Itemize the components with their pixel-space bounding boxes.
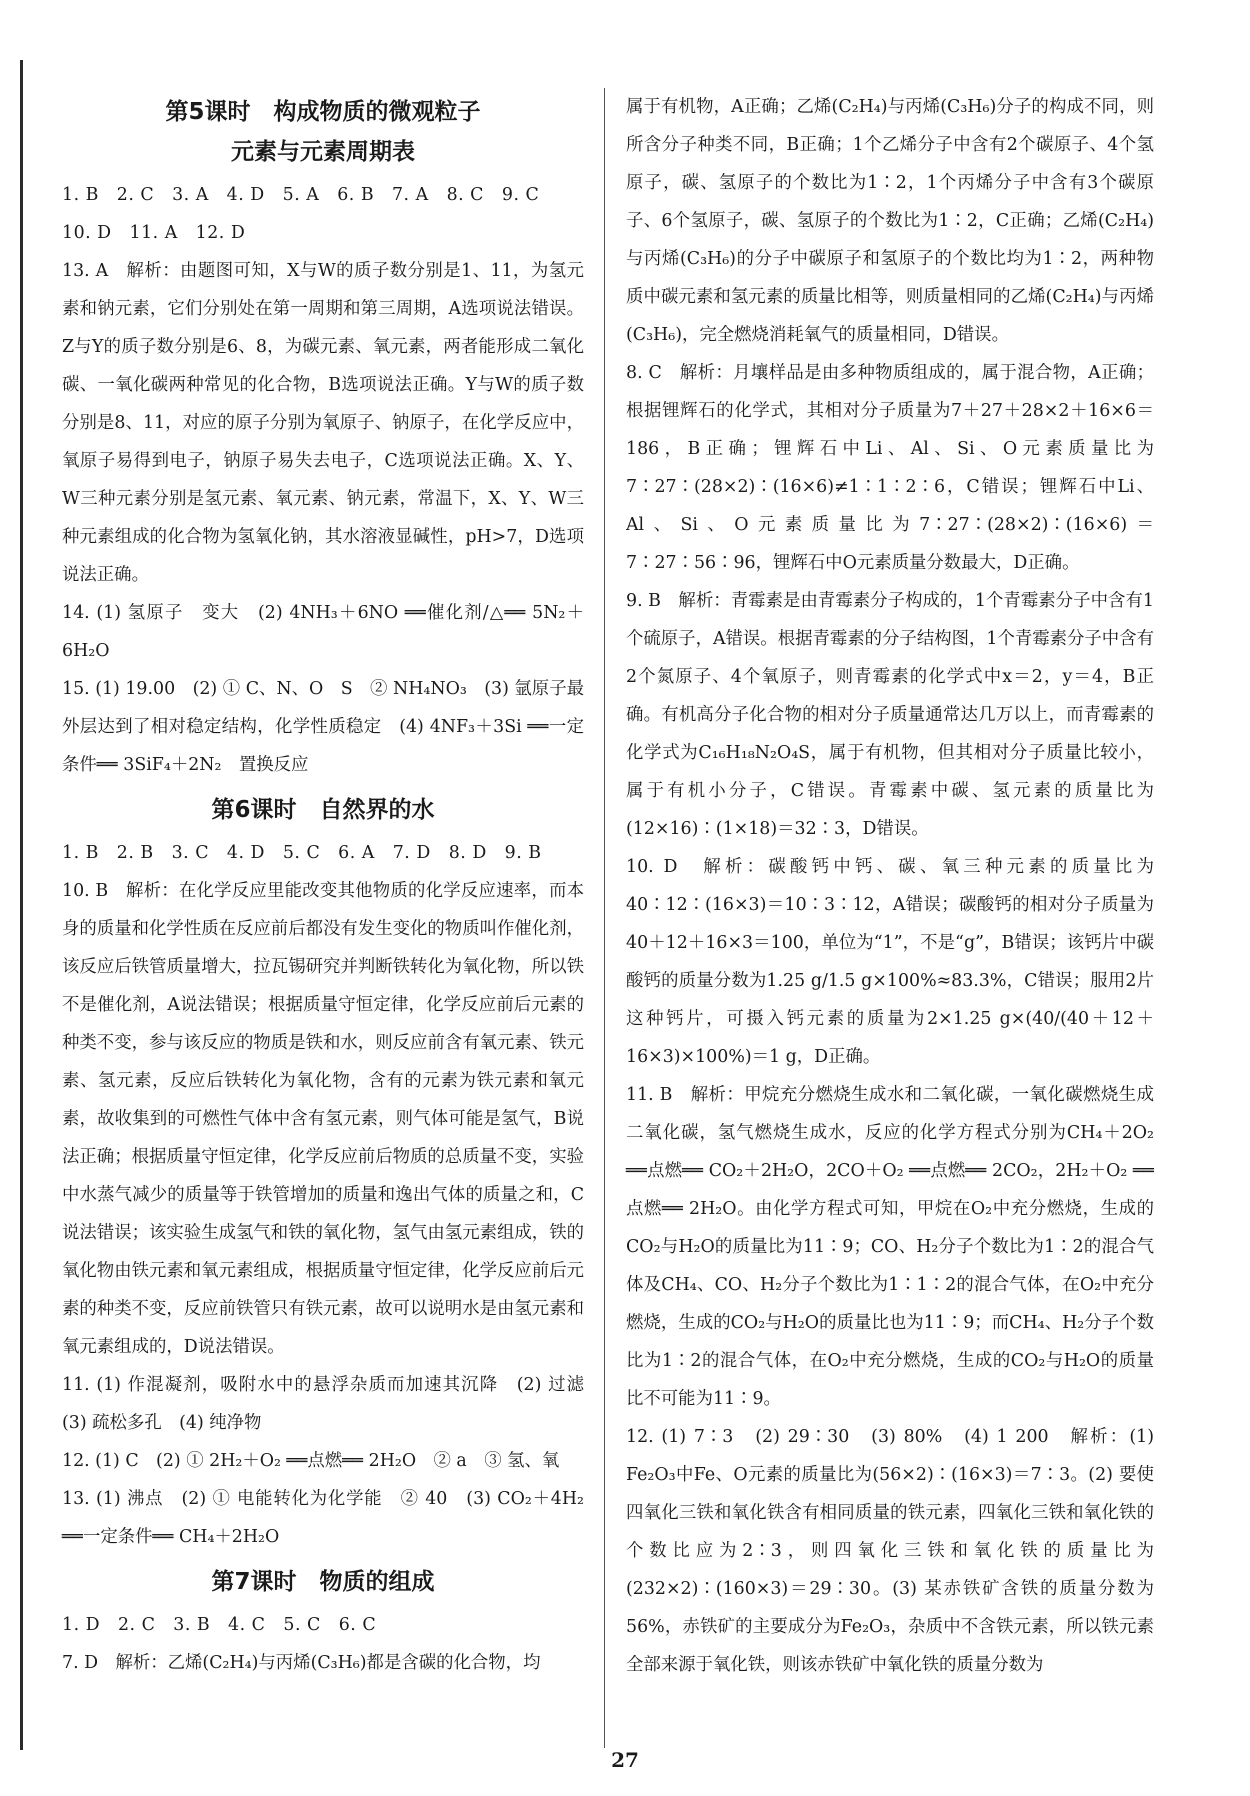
column-divider: [604, 88, 605, 1748]
left-column: [62, 86, 602, 1682]
section-title-lesson-7: 第7课时 物质的组成: [211, 1569, 435, 1595]
answer-paragraph: 11. (1) 作混凝剂，吸附水中的悬浮杂质而加速其沉降 (2) 过滤 (3) 疏松多孔 (4) 纯净物: [62, 1375, 602, 1433]
answer-paragraph: 11. B 解析：甲烷充分燃烧生成水和二氧化碳，一氧化碳燃烧生成二氧化碳，氢气燃烧生成水，反应的化学方程式分别为CH₄＋2O₂ ══点燃══ CO₂＋2H₂O，2CO＋O₂ ══点燃══ 2CO₂，2H₂＋O₂ ══点燃══ 2H₂O。由化学方程式可知，甲烷在O₂中充分燃烧，生成的CO₂与H₂O的质量比为11∶9；CO、H₂分子个数比为1∶2的混合气体及CH₄、CO、H₂分子个数比为1∶1∶2的混合气体，在O₂中充分燃烧，生成的CO₂与H₂O的质量比也为11∶9；而CH₄、H₂分子个数比为1∶2的混合气体，在O₂中充分燃烧，生成的CO₂与H₂O的质量比不可能为11∶9。: [626, 1085, 1154, 1409]
answer-row: 1. B 2. C 3. A 4. D 5. A 6. B 7. A 8. C 9. C: [62, 185, 540, 205]
answer-row: 1. D 2. C 3. B 4. C 5. C 6. C: [62, 1615, 377, 1635]
answer-paragraph: 13. A 解析：由题图可知，X与W的质子数分别是1、11，为氢元素和钠元素，它们分别处在第一周期和第三周期，A选项说法错误。Z与Y的质子数分别是6、8，为碳元素、氧元素，两者能形成二氧化碳、一氧化碳两种常见的化合物，B选项说法正确。Y与W的质子数分别是8、11，对应的原子分别为氧原子、钠原子，在化学反应中，氧原子易得到电子，钠原子易失去电子，C选项说法正确。X、Y、W三种元素分别是氢元素、氧元素、钠元素，常温下，X、Y、W三种元素组成的化合物为氢氧化钠，其水溶液显碱性，pH>7，D选项说法正确。: [62, 261, 584, 585]
answer-paragraph: 15. (1) 19.00 (2) ① C、N、O S ② NH₄NO₃ (3) 氩原子最外层达到了相对稳定结构，化学性质稳定 (4) 4NF₃＋3Si ══一定条件══ 3SiF₄＋2N₂ 置换反应: [62, 679, 584, 775]
answer-row: 10. D 11. A 12. D: [62, 223, 246, 243]
answer-paragraph: 13. (1) 沸点 (2) ① 电能转化为化学能 ② 40 (3) CO₂＋4H₂ ══一定条件══ CH₄＋2H₂O: [62, 1489, 584, 1547]
answer-paragraph: 属于有机物，A正确；乙烯(C₂H₄)与丙烯(C₃H₆)分子的构成不同，则所含分子种类不同，B正确；1个乙烯分子中含有2个碳原子、4个氢原子，碳、氢原子的个数比为1∶2，1个丙烯分子中含有3个碳原子、6个氢原子，碳、氢原子的个数比为1∶2，C正确；乙烯(C₂H₄)与丙烯(C₃H₆)的分子中碳原子和氢原子的个数比均为1∶2，两种物质中碳元素和氢元素的质量比相等，则质量相同的乙烯(C₂H₄)与丙烯(C₃H₆)，完全燃烧消耗氧气的质量相同，D错误。: [626, 97, 1154, 345]
page-edge-line: [20, 60, 23, 1750]
answer-paragraph: 7. D 解析：乙烯(C₂H₄)与丙烯(C₃H₆)都是含碳的化合物，均: [62, 1653, 541, 1673]
section-title-lesson-6: 第6课时 自然界的水: [211, 797, 435, 823]
section-title-lesson-5: 第5课时 构成物质的微观粒子 元素与元素周期表: [165, 99, 481, 165]
right-column: [626, 88, 1154, 1684]
answer-paragraph: 10. D 解析：碳酸钙中钙、碳、氧三种元素的质量比为40∶12∶(16×3)＝10∶3∶12，A错误；碳酸钙的相对分子质量为40＋12＋16×3＝100，单位为“1”，不是“g”，B错误；该钙片中碳酸钙的质量分数为1.25 g/1.5 g×100%≈83.3%，C错误；服用2片这种钙片，可摄入钙元素的质量为2×1.25 g×(40/(40＋12＋16×3)×100%)＝1 g，D正确。: [626, 857, 1154, 1067]
answer-paragraph: 8. C 解析：月壤样品是由多种物质组成的，属于混合物，A正确；根据锂辉石的化学式，其相对分子质量为7＋27＋28×2＋16×6＝186，B正确；锂辉石中Li、Al、Si、O元素质量比为7∶27∶(28×2)∶(16×6)≠1∶1∶2∶6，C错误；锂辉石中Li、Al、Si、O元素质量比为7∶27∶(28×2)∶(16×6)＝7∶27∶56∶96，锂辉石中O元素质量分数最大，D正确。: [626, 363, 1154, 573]
answer-paragraph: 12. (1) 7∶3 (2) 29∶30 (3) 80% (4) 1 200 解析：(1) Fe₂O₃中Fe、O元素的质量比为(56×2)∶(16×3)＝7∶3。(2) 要使四氧化三铁和氧化铁含有相同质量的铁元素，四氧化三铁和氧化铁的个数比应为2∶3，则四氧化三铁和氧化铁的质量比为(232×2)∶(160×3)＝29∶30。(3) 某赤铁矿含铁的质量分数为56%，赤铁矿的主要成分为Fe₂O₃，杂质中不含铁元素，所以铁元素全部来源于氧化铁，则该赤铁矿中氧化铁的质量分数为: [626, 1427, 1154, 1675]
answer-paragraph: 10. B 解析：在化学反应里能改变其他物质的化学反应速率，而本身的质量和化学性质在反应前后都没有发生变化的物质叫作催化剂，该反应后铁管质量增大，拉瓦锡研究并判断铁转化为氧化物，所以铁不是催化剂，A说法错误；根据质量守恒定律，化学反应前后元素的种类不变，参与该反应的物质是铁和水，则反应前含有氧元素、铁元素、氢元素，反应后铁转化为氧化物，含有的元素为铁元素和氧元素，故收集到的可燃性气体中含有氢元素，则气体可能是氢气，B说法正确；根据质量守恒定律，化学反应前后物质的总质量不变，实验中水蒸气减少的质量等于铁管增加的质量和逸出气体的质量之和，C说法错误；该实验生成氢气和铁的氧化物，氢气由氢元素组成，铁的氧化物由铁元素和氧元素组成，根据质量守恒定律，化学反应前后元素的种类不变，反应前铁管只有铁元素，故可以说明水是由氢元素和氧元素组成的，D说法错误。: [62, 881, 584, 1357]
answer-paragraph: 9. B 解析：青霉素是由青霉素分子构成的，1个青霉素分子中含有1个硫原子，A错误。根据青霉素的分子结构图，1个青霉素分子中含有2个氮原子、4个氧原子，则青霉素的化学式中x＝2，y＝4，B正确。有机高分子化合物的相对分子质量通常达几万以上，而青霉素的化学式为C₁₆H₁₈N₂O₄S，属于有机物，但其相对分子质量比较小，属于有机小分子，C错误。青霉素中碳、氢元素的质量比为(12×16)∶(1×18)＝32∶3，D错误。: [626, 591, 1154, 839]
answer-paragraph: 12. (1) C (2) ① 2H₂＋O₂ ══点燃══ 2H₂O ② a ③ 氢、氧: [62, 1451, 560, 1471]
answer-paragraph: 14. (1) 氢原子 变大 (2) 4NH₃＋6NO ══催化剂/△══ 5N₂＋6H₂O: [62, 603, 584, 661]
page-number: 27: [611, 1748, 639, 1772]
answer-row: 1. B 2. B 3. C 4. D 5. C 6. A 7. D 8. D 9. B: [62, 843, 542, 863]
